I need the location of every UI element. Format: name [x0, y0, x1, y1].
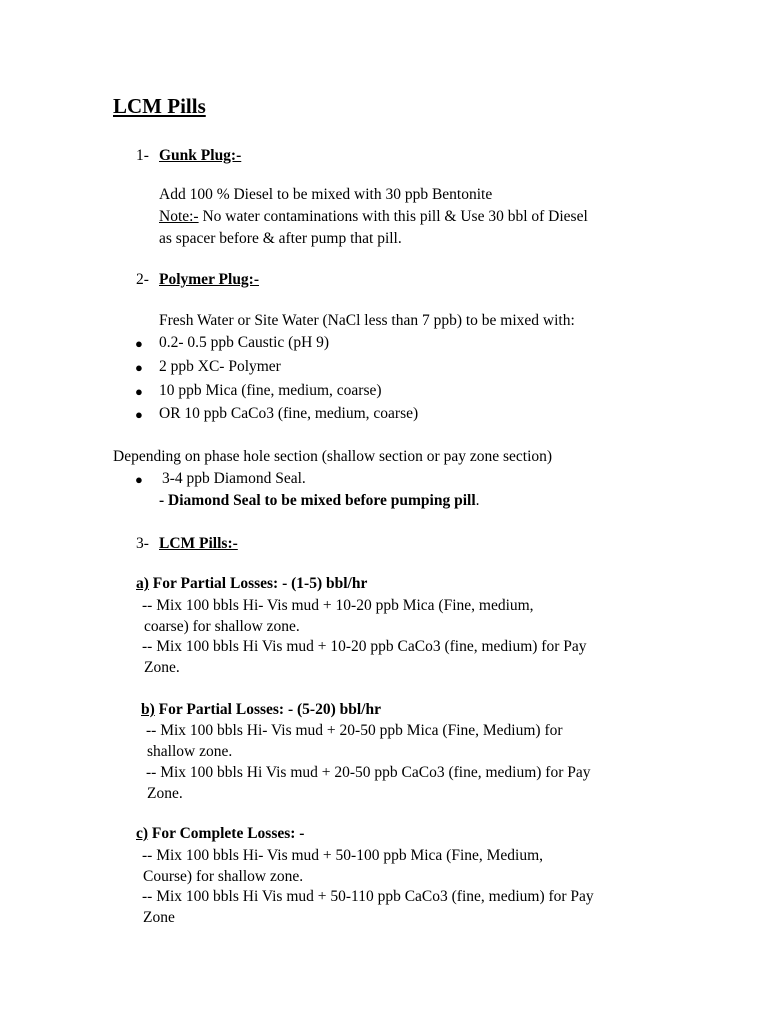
section-1-line-1: Add 100 % Diesel to be mixed with 30 ppb Bentonite — [159, 186, 493, 203]
diamond-seal-note-bold: - Diamond Seal to be mixed before pumping pill — [159, 492, 476, 509]
subsection-a-line-1: -- Mix 100 bbls Hi- Vis mud + 10-20 ppb Mica (Fine, medium, — [142, 597, 534, 614]
subsection-a-title: For Partial Losses: - (1-5) bbl/hr — [148, 575, 368, 592]
subsection-c-label: c) — [136, 825, 149, 842]
subsection-b-line-4: Zone. — [147, 785, 183, 802]
section-1-heading: Gunk Plug:- — [159, 147, 242, 164]
section-1-number: 1- — [136, 147, 149, 164]
document-title: LCM Pills — [113, 94, 206, 118]
subsection-c-heading — [136, 826, 304, 842]
diamond-seal-note — [159, 493, 480, 509]
subsection-a-line-3: -- Mix 100 bbls Hi Vis mud + 10-20 ppb CaCo3 (fine, medium) for Pay — [142, 638, 587, 655]
subsection-b-title: For Partial Losses: - (5-20) bbl/hr — [154, 701, 381, 718]
subsection-c-line-4: Zone — [143, 909, 175, 926]
section-2-bullet-3: 10 ppb Mica (fine, medium, coarse) — [159, 382, 382, 399]
depending-paragraph: Depending on phase hole section (shallow section or pay zone section) — [113, 448, 553, 465]
section-1-note-continued: as spacer before & after pump that pill. — [159, 230, 402, 247]
section-2-bullet-4: OR 10 ppb CaCo3 (fine, medium, coarse) — [159, 405, 419, 422]
subsection-a-line-2: coarse) for shallow zone. — [144, 618, 300, 635]
subsection-b-heading — [141, 702, 381, 718]
subsection-a-heading — [136, 576, 367, 592]
bullet-marker: ● — [135, 384, 143, 399]
bullet-marker: ● — [135, 336, 143, 351]
section-3-heading: LCM Pills:- — [159, 535, 238, 552]
note-label: Note:- — [159, 208, 199, 225]
diamond-seal-note-period: . — [475, 492, 480, 509]
subsection-b-label: b) — [141, 701, 155, 718]
subsection-c-line-2: Course) for shallow zone. — [143, 868, 304, 885]
section-2-heading: Polymer Plug:- — [159, 271, 260, 288]
subsection-c-line-1: -- Mix 100 bbls Hi- Vis mud + 50-100 ppb Mica (Fine, Medium, — [142, 847, 544, 864]
subsection-c-line-3: -- Mix 100 bbls Hi Vis mud + 50-110 ppb CaCo3 (fine, medium) for Pay — [142, 888, 594, 905]
subsection-a-line-4: Zone. — [144, 659, 180, 676]
bullet-marker: ● — [135, 407, 143, 422]
section-2-intro: Fresh Water or Site Water (NaCl less than 7 ppb) to be mixed with: — [159, 312, 575, 329]
section-3-number: 3- — [136, 535, 149, 552]
note-text: No water contaminations with this pill & Use 30 bbl of Diesel — [198, 208, 588, 225]
section-1-note — [159, 209, 588, 225]
subsection-a-label: a) — [136, 575, 149, 592]
diamond-seal-bullet: 3-4 ppb Diamond Seal. — [162, 470, 306, 487]
section-2-bullet-2: 2 ppb XC- Polymer — [159, 358, 281, 375]
section-2-bullet-1: 0.2- 0.5 ppb Caustic (pH 9) — [159, 334, 330, 351]
subsection-b-line-1: -- Mix 100 bbls Hi- Vis mud + 20-50 ppb Mica (Fine, Medium) for — [146, 722, 563, 739]
subsection-b-line-2: shallow zone. — [147, 743, 233, 760]
bullet-marker: ● — [135, 472, 143, 487]
subsection-c-title: For Complete Losses: - — [148, 825, 305, 842]
section-2-number: 2- — [136, 271, 149, 288]
subsection-b-line-3: -- Mix 100 bbls Hi Vis mud + 20-50 ppb CaCo3 (fine, medium) for Pay — [146, 764, 591, 781]
bullet-marker: ● — [135, 360, 143, 375]
